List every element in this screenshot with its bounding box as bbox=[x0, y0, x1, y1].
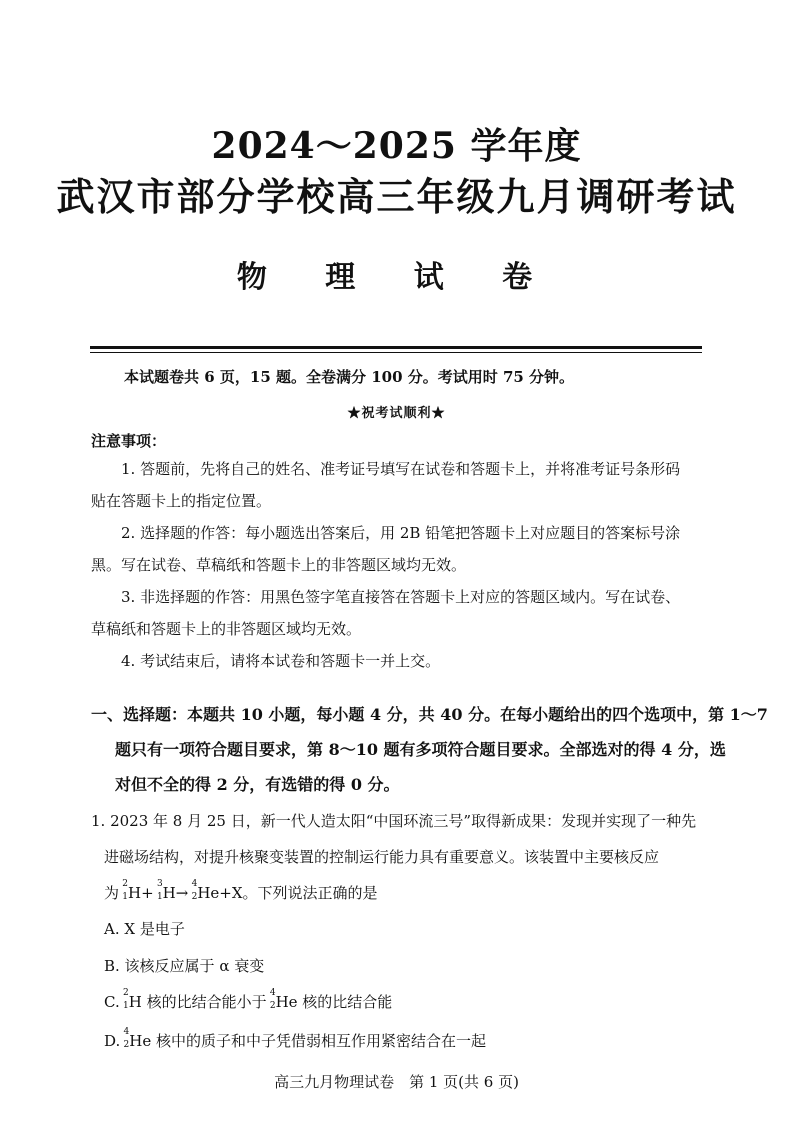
nuclide-h2 bbox=[120, 988, 129, 1011]
nuclide-he4 bbox=[120, 1027, 130, 1050]
note-line-1: 1. 答题前，先将自己的姓名、准考证号填写在试卷和答题卡上，并将准考证号条形码 bbox=[121, 460, 681, 478]
mass-number: 2 bbox=[122, 879, 129, 889]
option-label: D. bbox=[104, 1032, 121, 1050]
mass-number: 2 bbox=[122, 988, 129, 998]
question-1-equation bbox=[104, 879, 378, 903]
charge-number: 1 bbox=[122, 892, 129, 902]
section-1-line-3: 对但不全的得 2 分，有选错的得 0 分。 bbox=[115, 775, 400, 794]
charge-number: 1 bbox=[156, 892, 163, 902]
equation-prefix: 为 bbox=[104, 884, 120, 902]
mass-number: 4 bbox=[123, 1027, 130, 1037]
note-line-2: 贴在答题卡上的指定位置。 bbox=[91, 492, 272, 510]
nuclide-he4 bbox=[267, 988, 276, 1011]
equation-term: H+ bbox=[128, 884, 154, 902]
mass-number: 3 bbox=[156, 879, 163, 889]
note-line-7: 4. 考试结束后，请将本试卷和答题卡一并上交。 bbox=[121, 652, 441, 670]
exam-year: 2024～2025 学年度 bbox=[211, 125, 582, 167]
note-line-3: 2. 选择题的作答：每小题选出答案后，用 2B 铅笔把答题卡上对应题目的答案标号涂 bbox=[121, 524, 681, 542]
divider-thin bbox=[90, 352, 702, 353]
option-b: B. 该核反应属于 α 衰变 bbox=[104, 957, 265, 975]
notes-title: 注意事项： bbox=[91, 432, 167, 450]
charge-number: 2 bbox=[191, 892, 198, 902]
charge-number: 2 bbox=[269, 1001, 276, 1011]
exam-info: 本试题卷共 6 页，15 题。全卷满分 100 分。考试用时 75 分钟。 bbox=[124, 368, 575, 386]
page-footer: 高三九月物理试卷 第 1 页(共 6 页) bbox=[274, 1073, 519, 1091]
option-text: He 核的比结合能 bbox=[275, 993, 393, 1011]
mass-number: 4 bbox=[191, 879, 198, 889]
option-text: H 核的比结合能小于 bbox=[128, 993, 267, 1011]
section-1-line-2: 题只有一项符合题目要求，第 8～10 题有多项符合题目要求。全部选对的得 4 分，选 bbox=[115, 740, 726, 759]
mass-number: 4 bbox=[269, 988, 276, 998]
good-luck-wish: ★祝考试顺利★ bbox=[347, 406, 446, 421]
option-label: C. bbox=[104, 993, 120, 1011]
question-1-line-2: 进磁场结构，对提升核聚变装置的控制运行能力具有重要意义。该装置中主要核反应 bbox=[104, 848, 660, 866]
note-line-4: 黑。写在试卷、草稿纸和答题卡上的非答题区域均无效。 bbox=[91, 556, 467, 574]
nuclide-h3 bbox=[154, 879, 163, 902]
section-1-line-1: 一、选择题：本题共 10 小题，每小题 4 分，共 40 分。在每小题给出的四个选项中，第 1～7 bbox=[91, 705, 768, 724]
note-line-5: 3. 非选择题的作答：用黑色签字笔直接答在答题卡上对应的答题区域内。写在试卷、 bbox=[121, 588, 681, 606]
option-d bbox=[104, 1027, 486, 1051]
nuclide-he4 bbox=[188, 879, 198, 902]
option-c bbox=[104, 988, 393, 1012]
equation-term: H→ bbox=[162, 884, 189, 902]
subject-title: 物 理 试 卷 bbox=[236, 260, 557, 295]
divider-thick bbox=[90, 346, 702, 349]
option-text: He 核中的质子和中子凭借弱相互作用紧密结合在一起 bbox=[129, 1032, 486, 1050]
equation-term: He+X。下列说法正确的是 bbox=[197, 884, 378, 902]
charge-number: 1 bbox=[122, 1001, 129, 1011]
exam-name: 武汉市部分学校高三年级九月调研考试 bbox=[56, 174, 737, 219]
note-line-6: 草稿纸和答题卡上的非答题区域均无效。 bbox=[91, 620, 362, 638]
nuclide-h2 bbox=[119, 879, 129, 902]
option-a: A. X 是电子 bbox=[104, 920, 185, 938]
question-1-line-1: 1. 2023 年 8 月 25 日，新一代人造太阳“中国环流三号”取得新成果：发现并实现了一种先 bbox=[91, 812, 697, 830]
charge-number: 2 bbox=[123, 1040, 130, 1050]
